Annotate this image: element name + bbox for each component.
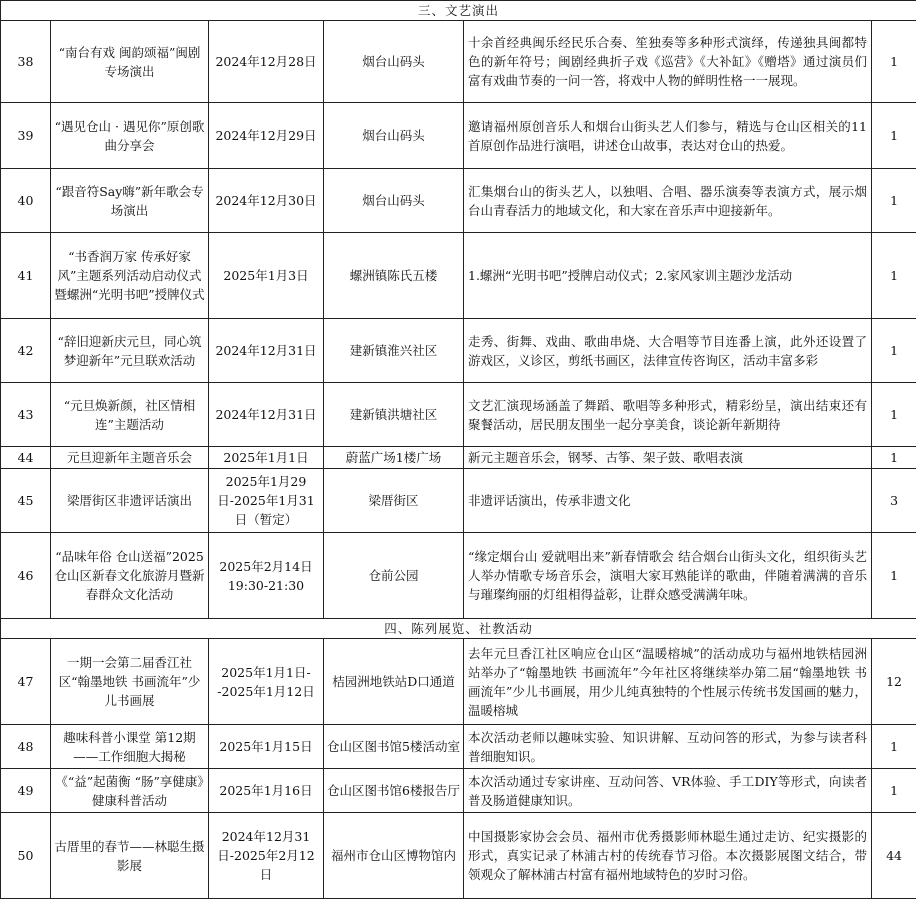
table-row [1, 21, 916, 103]
table-row [1, 469, 916, 533]
activity-name: 《“益”起菌衡 “肠”享健康》健康科普活动 [51, 769, 209, 813]
activity-place: 建新镇洪塘社区 [324, 383, 464, 447]
activity-place: 烟台山码头 [324, 103, 464, 169]
activity-description: 邀请福州原创音乐人和烟台山街头艺人们参与，精选与仓山区相关的11首原创作品进行演唱，讲述仓山故事，表达对仓山的热爱。 [464, 103, 872, 169]
table-row [1, 233, 916, 319]
activity-place: 仓前公园 [324, 533, 464, 619]
activity-name: 元旦迎新年主题音乐会 [51, 447, 209, 469]
activity-place: 烟台山码头 [324, 21, 464, 103]
table-row [1, 383, 916, 447]
activity-date: 2025年2月14日 19:30-21:30 [209, 533, 324, 619]
activity-description: 本次活动老师以趣味实验、知识讲解、互动问答的形式，为参与读者科普细胞知识。 [464, 725, 872, 769]
activity-date: 2024年12月31日-2025年2月12日 [209, 813, 324, 899]
table-row [1, 169, 916, 233]
activity-date: 2024年12月31日 [209, 319, 324, 383]
row-number: 39 [1, 103, 51, 169]
activity-name: “南台有戏 闽韵颂福”闽剧专场演出 [51, 21, 209, 103]
activity-date: 2024年12月29日 [209, 103, 324, 169]
activity-date: 2025年1月3日 [209, 233, 324, 319]
activity-count: 3 [872, 469, 916, 533]
activity-count: 1 [872, 169, 916, 233]
activity-place: 建新镇淮兴社区 [324, 319, 464, 383]
activity-count: 1 [872, 447, 916, 469]
table-row [1, 725, 916, 769]
activity-description: 新元主题音乐会，钢琴、古筝、架子鼓、歌唱表演 [464, 447, 872, 469]
activity-description: 本次活动通过专家讲座、互动问答、VR体验、手工DIY等形式，向读者普及肠道健康知识。 [464, 769, 872, 813]
row-number: 41 [1, 233, 51, 319]
row-number: 45 [1, 469, 51, 533]
activity-count: 1 [872, 725, 916, 769]
activity-date: 2024年12月31日 [209, 383, 324, 447]
row-number: 42 [1, 319, 51, 383]
activity-description: 文艺汇演现场涵盖了舞蹈、歌唱等多种形式，精彩纷呈，演出结束还有聚餐活动，居民朋友围坐一起分享美食，谈论新年新期待 [464, 383, 872, 447]
activity-name: “辞旧迎新庆元旦，同心筑梦迎新年”元旦联欢活动 [51, 319, 209, 383]
activity-date: 2025年1月29日-2025年1月31日（暂定） [209, 469, 324, 533]
table-row [1, 813, 916, 899]
activity-date: 2025年1月1日--2025年1月12日 [209, 639, 324, 725]
activity-description: 走秀、街舞、戏曲、歌曲串烧、大合唱等节目连番上演，此外还设置了游戏区，义诊区，剪纸书画区，法律宣传咨询区，活动丰富多彩 [464, 319, 872, 383]
row-number: 46 [1, 533, 51, 619]
table-row [1, 319, 916, 383]
section-title: 四、陈列展览、社教活动 [1, 619, 916, 639]
activity-count: 1 [872, 21, 916, 103]
activity-count: 44 [872, 813, 916, 899]
table-row [1, 639, 916, 725]
activity-description: 十余首经典闽乐经民乐合奏、笙独奏等多种形式演绎，传递独具闽都特色的新年符号；闽剧经典折子戏《巡营》《大补缸》《赠塔》通过演员们富有戏曲节奏的一问一答，将戏中人物的鲜明性格一一展现。 [464, 21, 872, 103]
activity-description: 去年元旦香江社区响应仓山区“温暖榕城”的活动成功与福州地铁桔园洲站举办了“翰墨地铁 书画流年”今年社区将继续举办第二届“翰墨地铁 书画流年”少儿书画展，用少儿纯真独特的个性展示传统书发国画的魅力，温暖榕城 [464, 639, 872, 725]
row-number: 40 [1, 169, 51, 233]
section-title: 三、文艺演出 [1, 1, 916, 21]
activity-place: 螺洲镇陈氏五楼 [324, 233, 464, 319]
activity-count: 1 [872, 233, 916, 319]
activity-place: 桔园洲地铁站D口通道 [324, 639, 464, 725]
activity-name: “跟音符Say嗨”新年歌会专场演出 [51, 169, 209, 233]
activity-name: 梁厝街区非遗评话演出 [51, 469, 209, 533]
activity-place: 蔚蓝广场1楼广场 [324, 447, 464, 469]
activity-count: 1 [872, 103, 916, 169]
row-number: 38 [1, 21, 51, 103]
activity-place: 仓山区图书馆5楼活动室 [324, 725, 464, 769]
section-header-row [1, 1, 916, 21]
activity-place: 福州市仓山区博物馆内 [324, 813, 464, 899]
activity-description: 非遗评话演出，传承非遗文化 [464, 469, 872, 533]
activity-count: 1 [872, 319, 916, 383]
activity-place: 梁厝街区 [324, 469, 464, 533]
activity-description: “缘定烟台山 爱就唱出来”新春情歌会 结合烟台山街头文化，组织街头艺人举办情歌专场音乐会，演唱大家耳熟能详的歌曲，伴随着满满的音乐与璀璨绚丽的灯组相得益彰，让群众感受满满年味。 [464, 533, 872, 619]
activity-date: 2025年1月15日 [209, 725, 324, 769]
activity-count: 12 [872, 639, 916, 725]
activity-count: 1 [872, 383, 916, 447]
activity-name: “元旦焕新颜，社区情相连”主题活动 [51, 383, 209, 447]
row-number: 50 [1, 813, 51, 899]
table-row [1, 533, 916, 619]
table-row [1, 103, 916, 169]
activity-date: 2024年12月28日 [209, 21, 324, 103]
activity-name: 古厝里的春节——林聪生摄影展 [51, 813, 209, 899]
activity-name: 趣味科普小课堂 第12期——工作细胞大揭秘 [51, 725, 209, 769]
activity-name: “品味年俗 仓山送福”2025仓山区新春文化旅游月暨新春群众文化活动 [51, 533, 209, 619]
row-number: 44 [1, 447, 51, 469]
activity-date: 2024年12月30日 [209, 169, 324, 233]
activity-count: 1 [872, 769, 916, 813]
row-number: 49 [1, 769, 51, 813]
table-row [1, 769, 916, 813]
activity-date: 2025年1月16日 [209, 769, 324, 813]
row-number: 43 [1, 383, 51, 447]
activity-description: 中国摄影家协会会员、福州市优秀摄影师林聪生通过走访、纪实摄影的形式，真实记录了林浦古村的传统春节习俗。本次摄影展图文结合，带领观众了解林浦古村富有福州地域特色的岁时习俗。 [464, 813, 872, 899]
activity-date: 2025年1月1日 [209, 447, 324, 469]
activity-place: 烟台山码头 [324, 169, 464, 233]
section-header-row [1, 619, 916, 639]
table-row [1, 447, 916, 469]
activity-count: 1 [872, 533, 916, 619]
activity-name: “遇见仓山 · 遇见你”原创歌曲分享会 [51, 103, 209, 169]
row-number: 47 [1, 639, 51, 725]
activity-description: 汇集烟台山的街头艺人，以独唱、合唱、器乐演奏等表演方式，展示烟台山青春活力的地域文化，和大家在音乐声中迎接新年。 [464, 169, 872, 233]
activity-place: 仓山区图书馆6楼报告厅 [324, 769, 464, 813]
row-number: 48 [1, 725, 51, 769]
activity-name: “书香润万家 传承好家风”主题系列活动启动仪式暨螺洲“光明书吧”授牌仪式 [51, 233, 209, 319]
activity-description: 1.螺洲“光明书吧”授牌启动仪式；2.家风家训主题沙龙活动 [464, 233, 872, 319]
activity-name: 一期一会第二届香江社区“翰墨地铁 书画流年”少儿书画展 [51, 639, 209, 725]
